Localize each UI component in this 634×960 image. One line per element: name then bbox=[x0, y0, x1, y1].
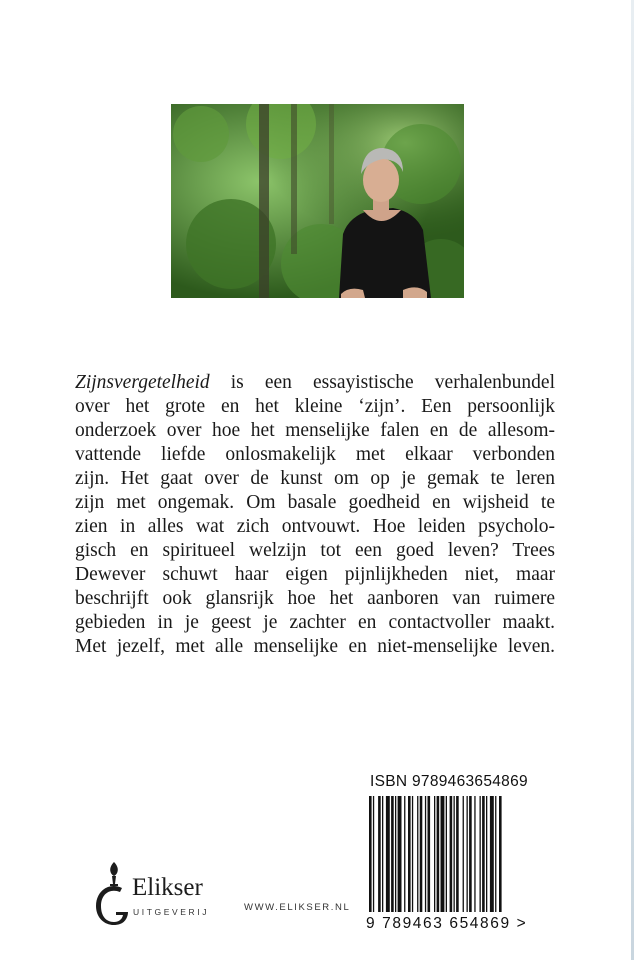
isbn-label: ISBN 9789463654869 bbox=[370, 773, 528, 790]
barcode-bar bbox=[420, 796, 423, 912]
barcode-bar bbox=[454, 796, 455, 912]
barcode-bar bbox=[378, 796, 381, 912]
isbn-barcode bbox=[365, 796, 545, 916]
barcode-bar bbox=[412, 796, 413, 912]
barcode-bar bbox=[398, 796, 402, 912]
blurb-line: beschrijft ook glansrijk hoe het aanboren van ruimere bbox=[75, 588, 555, 609]
barcode-bar bbox=[450, 796, 453, 912]
barcode-bar bbox=[428, 796, 431, 912]
blurb-line: Met jezelf, met alle menselijke en niet-menselijke leven. bbox=[75, 636, 555, 657]
publisher-name: Elikser bbox=[132, 874, 203, 901]
barcode-bar bbox=[382, 796, 383, 912]
barcode-bar bbox=[417, 796, 418, 912]
blurb-line: gisch en spiritueel welzijn tot een goed leven? Trees bbox=[75, 540, 555, 561]
barcode-digits: 9 789463 654869 > bbox=[366, 915, 528, 932]
barcode-bar bbox=[425, 796, 426, 912]
blurb-line: zijn met ongemak. Om basale goedheid en wijsheid te bbox=[75, 492, 555, 513]
barcode-bar bbox=[482, 796, 485, 912]
publisher-url: WWW.ELIKSER.NL bbox=[244, 902, 351, 913]
blurb-line: onderzoek over hoe het menselijke falen en de allesom- bbox=[75, 420, 555, 441]
barcode-bar bbox=[395, 796, 396, 912]
blurb-first-line: is een essayistische verhalenbundel bbox=[209, 372, 555, 393]
barcode-bar bbox=[446, 796, 447, 912]
author-portrait-photo bbox=[171, 104, 464, 298]
blurb-line: zijn. Het gaat over de kunst om op je gemak te leren bbox=[75, 468, 555, 489]
barcode-bar bbox=[437, 796, 440, 912]
barcode-bar bbox=[467, 796, 468, 912]
barcode-bar bbox=[408, 796, 411, 912]
back-cover-blurb bbox=[75, 371, 555, 659]
barcode-bar bbox=[391, 796, 394, 912]
barcode-bar bbox=[495, 796, 496, 912]
barcode-bar bbox=[490, 796, 494, 912]
book-title: Zijnsvergetelheid bbox=[75, 372, 210, 393]
barcode-bar bbox=[404, 796, 405, 912]
barcode-bar bbox=[441, 796, 445, 912]
barcode-bar bbox=[469, 796, 472, 912]
blurb-line: zien in alles wat zich ontvouwt. Hoe leiden psycholo- bbox=[75, 516, 555, 537]
barcode-bar bbox=[463, 796, 464, 912]
barcode-bar bbox=[369, 796, 372, 912]
blurb-line bbox=[75, 371, 555, 395]
publisher-logo bbox=[92, 860, 232, 930]
barcode-bar bbox=[456, 796, 459, 912]
publisher-subtitle: UITGEVERIJ bbox=[133, 907, 210, 917]
barcode-bar bbox=[499, 796, 502, 912]
blurb-line: Dewever schuwt haar eigen pijnlijkheden niet, maar bbox=[75, 564, 555, 585]
blurb-line: over het grote en het kleine ‘zijn’. Een persoonlijk bbox=[75, 396, 555, 417]
blurb-line: vattende liefde onlosmakelijk met elkaar verbonden bbox=[75, 444, 555, 465]
barcode-bar bbox=[434, 796, 435, 912]
barcode-bar bbox=[386, 796, 390, 912]
barcode-bar bbox=[486, 796, 487, 912]
author-photo bbox=[171, 104, 464, 298]
barcode-bar bbox=[474, 796, 475, 912]
blurb-line: gebieden in je geest je zachter en contactvoller maakt. bbox=[75, 612, 555, 633]
barcode-bar bbox=[480, 796, 481, 912]
publisher-emblem-icon bbox=[92, 860, 132, 930]
barcode-bar bbox=[373, 796, 374, 912]
